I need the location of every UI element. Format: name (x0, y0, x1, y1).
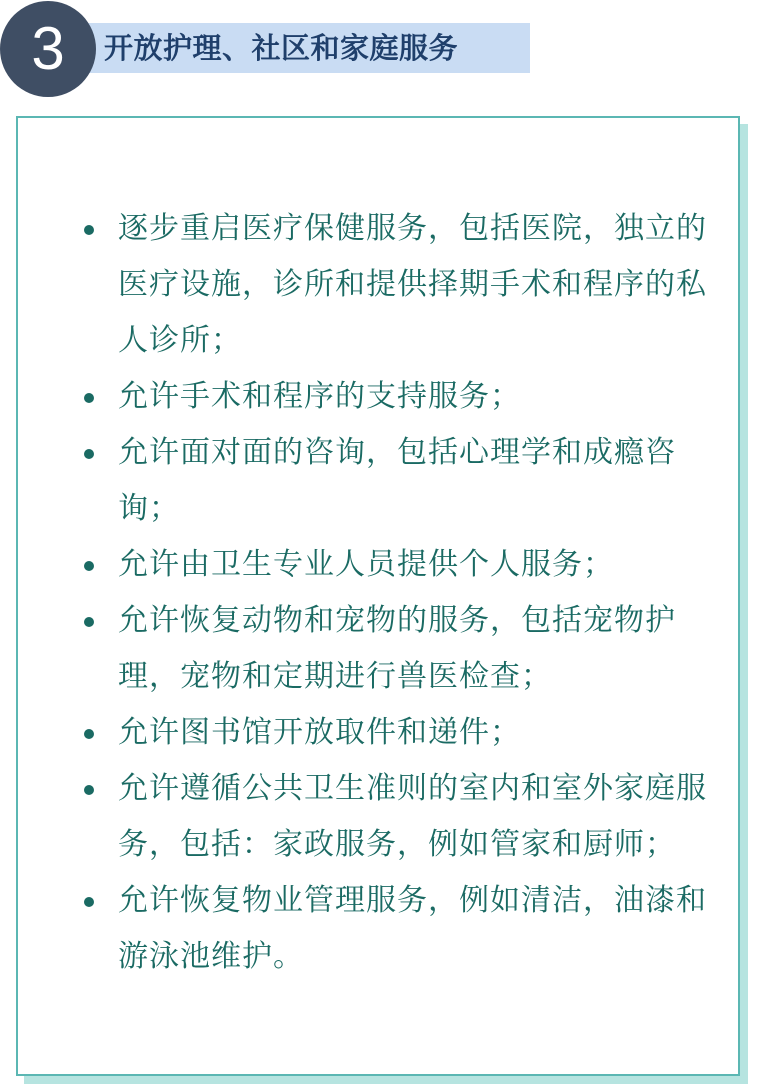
bullet-icon (84, 617, 94, 627)
list-item (18, 369, 738, 425)
bullet-icon (84, 785, 94, 795)
section-header (0, 0, 760, 100)
list-item-text: 允许恢复物业管理服务，例如清洁，油漆和游泳池维护。 (118, 883, 707, 974)
list-item (18, 537, 738, 593)
list-item-text: 逐步重启医疗保健服务，包括医院，独立的医疗设施，诊所和提供择期手术和程序的私人诊所； (118, 211, 707, 358)
list-item-text: 允许图书馆开放取件和递件； (118, 715, 521, 750)
bullet-icon (84, 225, 94, 235)
list-item (18, 705, 738, 761)
list-item-text: 允许恢复动物和宠物的服务，包括宠物护理，宠物和定期进行兽医检查； (118, 603, 676, 694)
list-item (18, 761, 738, 873)
list-item-text: 允许由卫生专业人员提供个人服务； (118, 547, 614, 582)
list-item-text: 允许遵循公共卫生准则的室内和室外家庭服务，包括：家政服务，例如管家和厨师； (118, 771, 707, 862)
list-item-text: 允许面对面的咨询，包括心理学和成瘾咨询； (118, 435, 676, 526)
section-number: 3 (31, 15, 65, 82)
bullet-icon (84, 449, 94, 459)
list-item-text: 允许手术和程序的支持服务； (118, 379, 521, 414)
bullet-icon (84, 393, 94, 403)
list-item (18, 425, 738, 537)
bullet-icon (84, 561, 94, 571)
list-item (18, 873, 738, 985)
bullet-list (18, 201, 738, 985)
content-card (16, 116, 740, 1076)
section-title: 开放护理、社区和家庭服务 (104, 31, 459, 65)
list-item (18, 201, 738, 369)
list-item (18, 593, 738, 705)
bullet-icon (84, 729, 94, 739)
bullet-icon (84, 897, 94, 907)
